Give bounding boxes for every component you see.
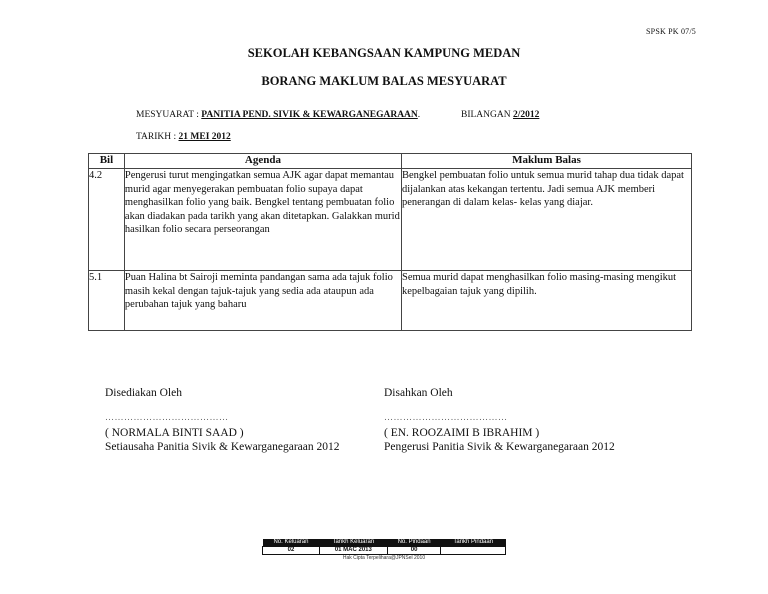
header-feedback: Maklum Balas <box>401 154 691 169</box>
revision-value-cell: 00 <box>387 547 441 555</box>
row-bil: 5.1 <box>89 271 125 331</box>
date-line <box>136 132 231 142</box>
date-label: TARIKH : <box>136 132 177 142</box>
table-header-row <box>89 154 692 169</box>
revision-header-cell: No. Pindaan <box>387 539 441 547</box>
approved-name: ( EN. ROOZAIMI B IBRAHIM ) <box>384 427 540 439</box>
revision-value-cell: 02 <box>263 547 320 555</box>
meeting-suffix: . <box>417 110 421 120</box>
prepared-name: ( NORMALA BINTI SAAD ) <box>105 427 244 439</box>
number-line <box>461 110 539 120</box>
meeting-value: PANITIA PEND. SIVIK & KEWARGANEGARAAN <box>201 110 418 120</box>
revision-header-cell: No. Keluaran <box>263 539 320 547</box>
number-value: 2/2012 <box>512 110 540 120</box>
revision-value-row <box>263 547 506 555</box>
approved-position: Pengerusi Panitia Sivik & Kewarganegaraan 2012 <box>384 441 615 453</box>
approved-by-label: Disahkan Oleh <box>384 387 453 399</box>
minutes-table <box>88 153 692 331</box>
prepared-by-label: Disediakan Oleh <box>105 387 182 399</box>
revision-table <box>262 539 506 555</box>
row-feedback: Semua murid dapat menghasilkan folio masing-masing mengikut kepelbagaian tajuk yang dipilih. <box>401 271 691 331</box>
meeting-line <box>136 110 420 120</box>
row-agenda: Pengerusi turut mengingatkan semua AJK agar dapat memantau murid agar menyegerakan pembuatan folio supaya dapat menghasilkan folio yang baik. Bengkel tentang pembuatan folio akan diadakan pada tarikh yang akan ditetapkan. Galakkan murid hasilkan folio secara perseorangan <box>124 169 401 271</box>
row-feedback: Bengkel pembuatan folio untuk semua murid tahap dua tidak dapat dijalankan atas kekangan tertentu. Jadi semua AJK memberi penerangan di dalam kelas- kelas yang diajar. <box>401 169 691 271</box>
prepared-position: Setiausaha Panitia Sivik & Kewarganegaraan 2012 <box>105 441 340 453</box>
row-bil: 4.2 <box>89 169 125 271</box>
table-row <box>89 169 692 271</box>
revision-header-cell: Tarikh Keluaran <box>319 539 387 547</box>
approved-signature-line: ………………………………… <box>384 412 508 422</box>
table-row <box>89 271 692 331</box>
form-title: BORANG MAKLUM BALAS MESYUARAT <box>261 74 507 88</box>
header-bil: Bil <box>89 154 125 169</box>
copyright-notice: Hak Cipta Terpelihara@JPNSel 2010 <box>342 555 426 561</box>
number-label: BILANGAN <box>461 110 511 120</box>
document-code: SPSK PK 07/5 <box>646 27 696 36</box>
date-value: 21 MEI 2012 <box>178 132 231 142</box>
prepared-signature-line: ………………………………… <box>105 412 229 422</box>
revision-value-cell <box>441 547 506 555</box>
revision-value-cell: 01 MAC 2013 <box>319 547 387 555</box>
meeting-label: MESYUARAT : <box>136 110 199 120</box>
header-agenda: Agenda <box>124 154 401 169</box>
revision-header-row <box>263 539 506 547</box>
school-name: SEKOLAH KEBANGSAAN KAMPUNG MEDAN <box>247 46 521 60</box>
revision-header-cell: Tarikh Pindaan <box>441 539 506 547</box>
row-agenda: Puan Halina bt Sairoji meminta pandangan sama ada tajuk folio masih kekal dengan tajuk-tajuk yang sedia ada ataupun ada perubahan tajuk yang baharu <box>124 271 401 331</box>
